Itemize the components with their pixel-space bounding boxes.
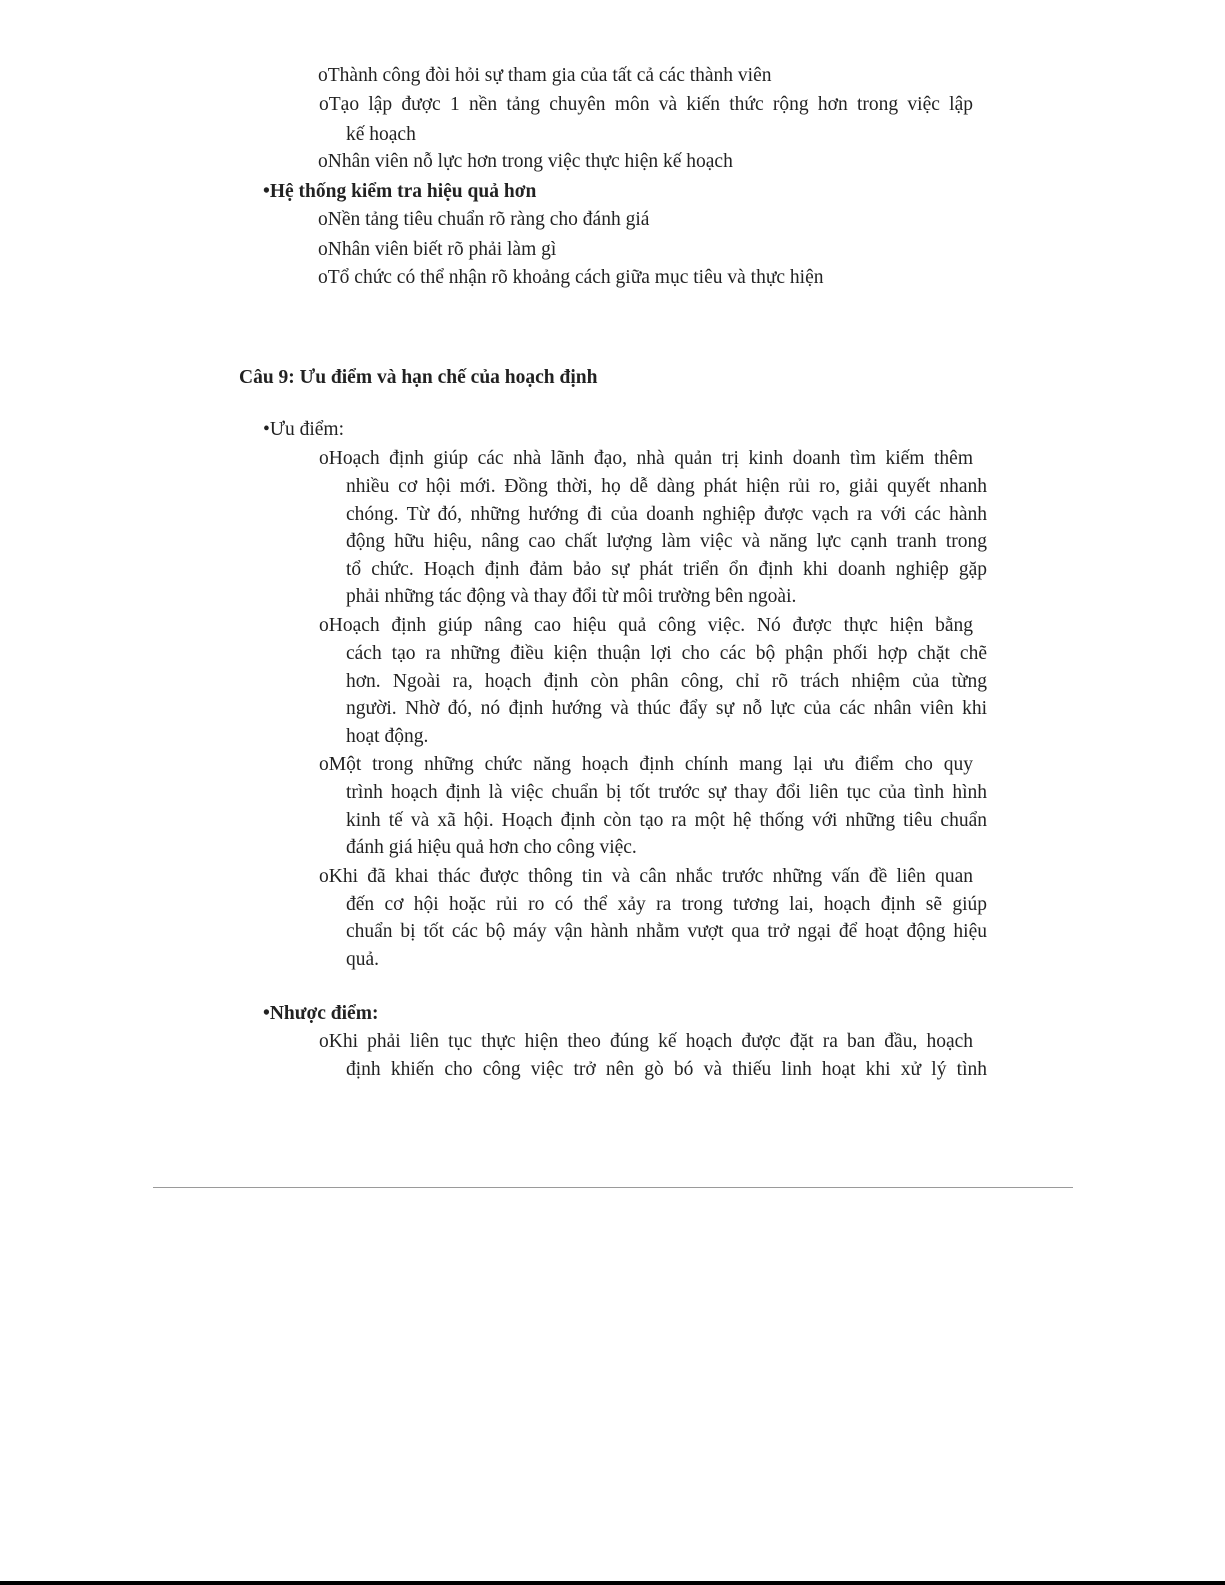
paragraph-line: đến cơ hội hoặc rủi ro có thể xảy ra trong tương lai, hoạch định sẽ giúp bbox=[346, 894, 987, 915]
paragraph-line: định khiến cho công việc trở nên gò bó và thiếu linh hoạt khi xử lý tình bbox=[346, 1059, 987, 1080]
paragraph-line: chóng. Từ đó, những hướng đi của doanh nghiệp được vạch ra với các hành bbox=[346, 504, 987, 525]
list-item: oTạo lập được 1 nền tảng chuyên môn và kiến thức rộng hơn trong việc lập bbox=[319, 94, 973, 115]
paragraph-line: oKhi phải liên tục thực hiện theo đúng kế hoạch được đặt ra ban đầu, hoạch bbox=[319, 1031, 973, 1052]
bullet-heading: •Hệ thống kiểm tra hiệu quả hơn bbox=[263, 181, 537, 202]
bullet-label: •Ưu điểm: bbox=[263, 419, 344, 440]
paragraph-line: đánh giá hiệu quả hơn cho công việc. bbox=[346, 837, 637, 858]
paragraph-line: tổ chức. Hoạch định đảm bảo sự phát triển ổn định khi doanh nghiệp gặp bbox=[346, 559, 987, 580]
paragraph-line: oHoạch định giúp các nhà lãnh đạo, nhà quản trị kinh doanh tìm kiếm thêm bbox=[319, 448, 973, 469]
page-divider bbox=[153, 1187, 1073, 1188]
list-item-continuation: kế hoạch bbox=[346, 124, 416, 145]
list-item: oNhân viên nỗ lực hơn trong việc thực hiện kế hoạch bbox=[318, 151, 733, 172]
paragraph-line: oKhi đã khai thác được thông tin và cân nhắc trước những vấn đề liên quan bbox=[319, 866, 973, 887]
bullet-heading: •Nhược điểm: bbox=[263, 1003, 379, 1024]
paragraph-line: oHoạch định giúp nâng cao hiệu quả công việc. Nó được thực hiện bằng bbox=[319, 615, 973, 636]
bottom-edge bbox=[0, 1581, 1225, 1585]
paragraph-line: kinh tế và xã hội. Hoạch định còn tạo ra một hệ thống với những tiêu chuẩn bbox=[346, 810, 987, 831]
paragraph-line: trình hoạch định là việc chuẩn bị tốt trước sự thay đổi liên tục của tình hình bbox=[346, 782, 987, 803]
paragraph-line: oMột trong những chức năng hoạch định chính mang lại ưu điểm cho quy bbox=[319, 754, 973, 775]
list-item: oNhân viên biết rõ phải làm gì bbox=[318, 239, 557, 260]
list-item: oNền tảng tiêu chuẩn rõ ràng cho đánh giá bbox=[318, 209, 650, 230]
paragraph-line: hơn. Ngoài ra, hoạch định còn phân công, chỉ rõ trách nhiệm của từng bbox=[346, 671, 987, 692]
list-item: oTổ chức có thể nhận rõ khoảng cách giữa mục tiêu và thực hiện bbox=[318, 267, 824, 288]
paragraph-line: người. Nhờ đó, nó định hướng và thúc đẩy sự nỗ lực của các nhân viên khi bbox=[346, 698, 987, 719]
paragraph-line: chuẩn bị tốt các bộ máy vận hành nhằm vượt qua trở ngại để hoạt động hiệu bbox=[346, 921, 987, 942]
paragraph-line: nhiều cơ hội mới. Đồng thời, họ dễ dàng phát hiện rủi ro, giải quyết nhanh bbox=[346, 476, 987, 497]
paragraph-line: cách tạo ra những điều kiện thuận lợi cho các bộ phận phối hợp chặt chẽ bbox=[346, 643, 987, 664]
paragraph-line: hoạt động. bbox=[346, 726, 429, 747]
paragraph-line: động hữu hiệu, nâng cao chất lượng làm việc và năng lực cạnh tranh trong bbox=[346, 531, 987, 552]
list-item: oThành công đòi hỏi sự tham gia của tất cả các thành viên bbox=[318, 65, 772, 86]
section-heading: Câu 9: Ưu điểm và hạn chế của hoạch định bbox=[239, 367, 598, 388]
paragraph-line: quả. bbox=[346, 949, 380, 970]
paragraph-line: phải những tác động và thay đổi từ môi trường bên ngoài. bbox=[346, 586, 797, 607]
